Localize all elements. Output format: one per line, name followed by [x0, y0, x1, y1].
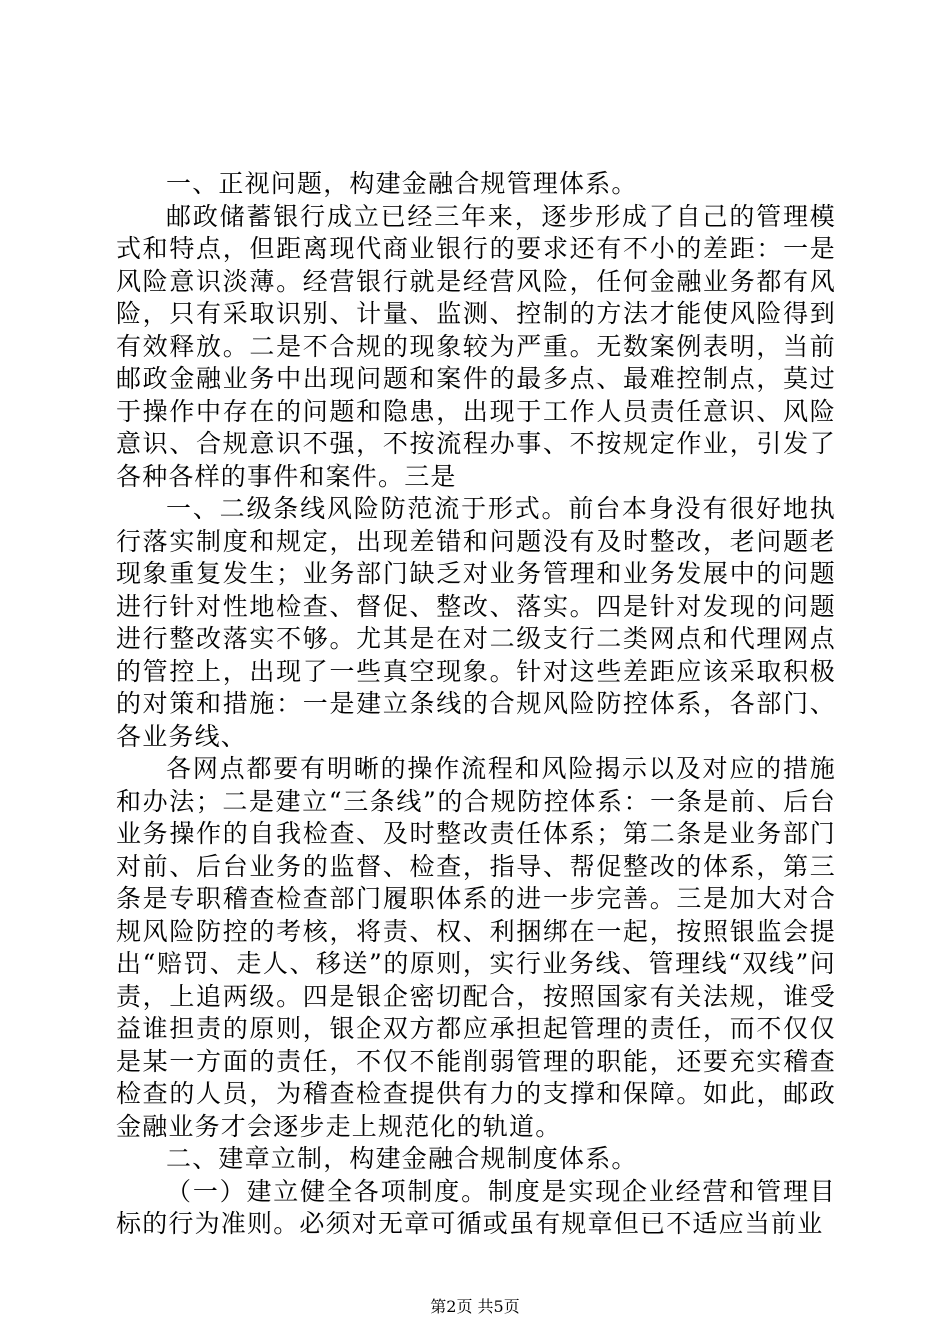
- paragraph-measures: 各网点都要有明晰的操作流程和风险揭示以及对应的措施和办法；二是建立“三条线”的合规防控体系：一条是前、后台业务操作的自我检查、及时整改责任体系；第二条是业务部门对前、后台业务的监督、检查，指导、帮促整改的体系，第三条是专职稽查检查部门履职体系的进一步完善。三是加大对合规风险防控的考核，将责、权、利捆绑在一起，按照银监会提出“赔罚、走人、移送”的原则，实行业务线、管理线“双线”问责，上追两级。四是银企密切配合，按照国家有关法规，谁受益谁担责的原则，银企双方都应承担起管理的责任，而不仅仅是某一方面的责任，不仅不能削弱管理的职能，还要充实稽查检查的人员，为稽查检查提供有力的支撑和保障。如此，邮政金融业务才会逐步走上规范化的轨道。: [116, 754, 836, 1141]
- document-body: [116, 168, 836, 1241]
- heading-section-two: 二、建章立制，构建金融合规制度体系。: [166, 1144, 638, 1173]
- paragraph-risk-lines: 一、二级条线风险防范流于形式。前台本身没有很好地执行落实制度和规定，出现差错和问题没有及时整改，老问题老现象重复发生；业务部门缺乏对业务管理和业务发展中的问题进行针对性地检查、督促、整改、落实。四是针对发现的问题进行整改落实不够。尤其是在对二级支行二类网点和代理网点的管控上，出现了一些真空现象。针对这些差距应该采取积极的对策和措施：一是建立条线的合规风险防控体系，各部门、各业务线、: [116, 494, 836, 751]
- paragraph-rules: （一）建立健全各项制度。制度是实现企业经营和管理目标的行为准则。必须对无章可循或虽有规章但已不适应当前业: [116, 1176, 836, 1238]
- heading-section-one: 一、正视问题，构建金融合规管理体系。: [166, 169, 638, 198]
- paragraph-problems: 邮政储蓄银行成立已经三年来，逐步形成了自己的管理模式和特点，但距离现代商业银行的要求还有不小的差距：一是风险意识淡薄。经营银行就是经营风险，任何金融业务都有风险，只有采取识别、计量、监测、控制的方法才能使风险得到有效释放。二是不合规的现象较为严重。无数案例表明，当前邮政金融业务中出现问题和案件的最多点、最难控制点，莫过于操作中存在的问题和隐患，出现于工作人员责任意识、风险意识、合规意识不强，不按流程办事、不按规定作业，引发了各种各样的事件和案件。三是: [116, 201, 836, 491]
- page-number-footer: 第2页 共5页: [430, 1297, 520, 1316]
